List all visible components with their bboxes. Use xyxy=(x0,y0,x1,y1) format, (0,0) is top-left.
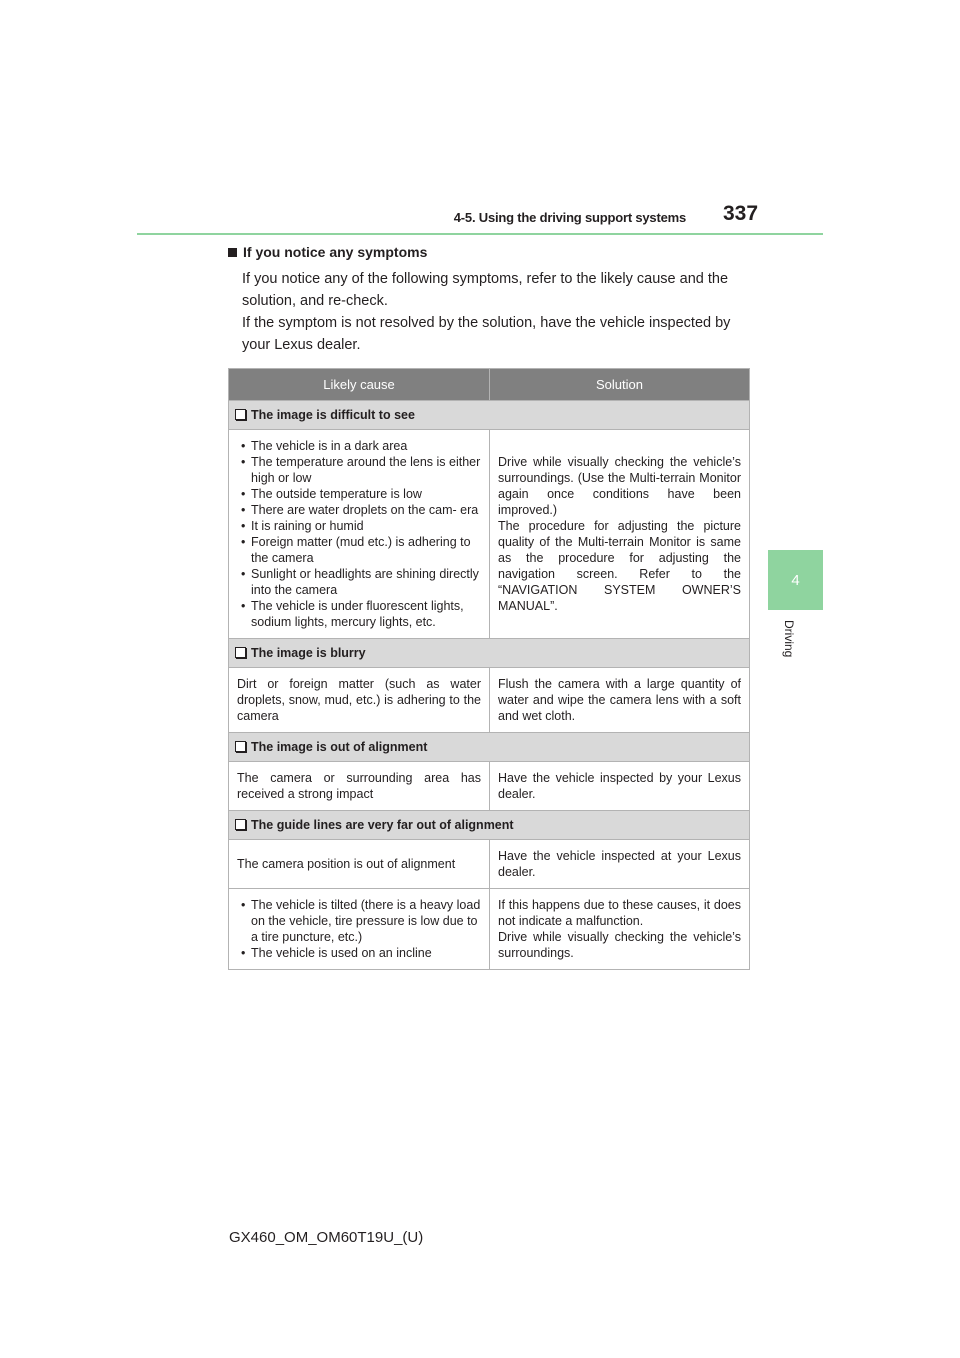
solution-cell xyxy=(490,430,750,639)
page-number: 337 xyxy=(723,202,759,225)
chapter-label: Driving xyxy=(782,620,796,658)
group-title: The image is difficult to see xyxy=(251,408,415,422)
footer-code: GX460_OM_OM60T19U_(U) xyxy=(229,1229,424,1246)
group-row xyxy=(229,811,750,840)
list-item: • There are water droplets on the cam- era xyxy=(237,502,481,518)
cause-list xyxy=(237,438,481,630)
table-row xyxy=(229,430,750,639)
solution-text: Drive while visually checking the vehicle’s surroundings. xyxy=(498,930,741,960)
cause-cell xyxy=(229,889,490,970)
section-heading xyxy=(228,244,750,260)
group-row xyxy=(229,733,750,762)
list-item: • Foreign matter (mud etc.) is adhering to the camera xyxy=(237,534,481,566)
solution-text: Drive while visually checking the vehicle’s surroundings. (Use the Multi-terrain Monitor again once conditions have been improved.) xyxy=(498,455,741,517)
solution-cell xyxy=(490,840,750,889)
cause-cell: The camera or surrounding area has received a strong impact xyxy=(229,762,490,811)
list-item: • Sunlight or headlights are shining directly into the camera xyxy=(237,566,481,598)
checkbox-icon xyxy=(235,647,246,658)
section-body xyxy=(242,268,750,356)
list-item: • The vehicle is tilted (there is a heavy load on the vehicle, tire pressure is low due to a tire puncture, etc.) xyxy=(237,897,481,945)
table-row xyxy=(229,762,750,811)
checkbox-icon xyxy=(235,741,246,752)
list-item: • The vehicle is in a dark area xyxy=(237,438,481,454)
solution-text: Flush the camera with a large quantity of water and wipe the camera lens with a soft and wet cloth. xyxy=(498,677,741,723)
checkbox-icon xyxy=(235,409,246,420)
intro-paragraph: If you notice any of the following symptoms, refer to the likely cause and the solution, and re-check. xyxy=(242,271,729,309)
solution-text: Have the vehicle inspected by your Lexus dealer. xyxy=(498,771,741,801)
solution-cell xyxy=(490,889,750,970)
solution-text: Have the vehicle inspected at your Lexus dealer. xyxy=(498,849,741,879)
square-bullet-icon xyxy=(228,248,237,257)
chapter-tab: 4 xyxy=(768,550,823,610)
symptoms-table xyxy=(228,368,750,970)
table-row xyxy=(229,840,750,889)
solution-text: If this happens due to these causes, it does not indicate a malfunction. xyxy=(498,898,741,928)
intro-paragraph: If the symptom is not resolved by the solution, have the vehicle inspected by your Lexus dealer. xyxy=(242,315,731,353)
cause-list xyxy=(237,897,481,961)
table-header-row xyxy=(229,369,750,401)
cause-cell: The camera position is out of alignment xyxy=(229,840,490,889)
checkbox-icon xyxy=(235,819,246,830)
list-item: • The outside temperature is low xyxy=(237,486,481,502)
solution-cell xyxy=(490,668,750,733)
group-title: The guide lines are very far out of alignment xyxy=(251,818,514,832)
list-item: • It is raining or humid xyxy=(237,518,481,534)
list-item: • The temperature around the lens is either high or low xyxy=(237,454,481,486)
cause-cell: Dirt or foreign matter (such as water droplets, snow, mud, etc.) is adhering to the camera xyxy=(229,668,490,733)
column-header-solution: Solution xyxy=(490,369,750,401)
group-title: The image is blurry xyxy=(251,646,366,660)
table-row xyxy=(229,889,750,970)
group-title: The image is out of alignment xyxy=(251,740,428,754)
intro-section xyxy=(228,244,750,356)
cause-cell xyxy=(229,430,490,639)
header-rule xyxy=(137,233,823,235)
list-item: • The vehicle is used on an incline xyxy=(237,945,481,961)
solution-text: The procedure for adjusting the picture quality of the Multi-terrain Monitor is same as the procedure for adjusting the navigation screen. Refer to the “NAVIGATION SYSTEM OWNER’S MANUAL”. xyxy=(498,519,741,613)
column-header-cause: Likely cause xyxy=(229,369,490,401)
group-row xyxy=(229,401,750,430)
group-row xyxy=(229,639,750,668)
section-heading-text: If you notice any symptoms xyxy=(243,244,428,260)
table-row xyxy=(229,668,750,733)
list-item: • The vehicle is under fluorescent lights, sodium lights, mercury lights, etc. xyxy=(237,598,481,630)
section-title: 4-5. Using the driving support systems xyxy=(453,210,686,225)
solution-cell xyxy=(490,762,750,811)
